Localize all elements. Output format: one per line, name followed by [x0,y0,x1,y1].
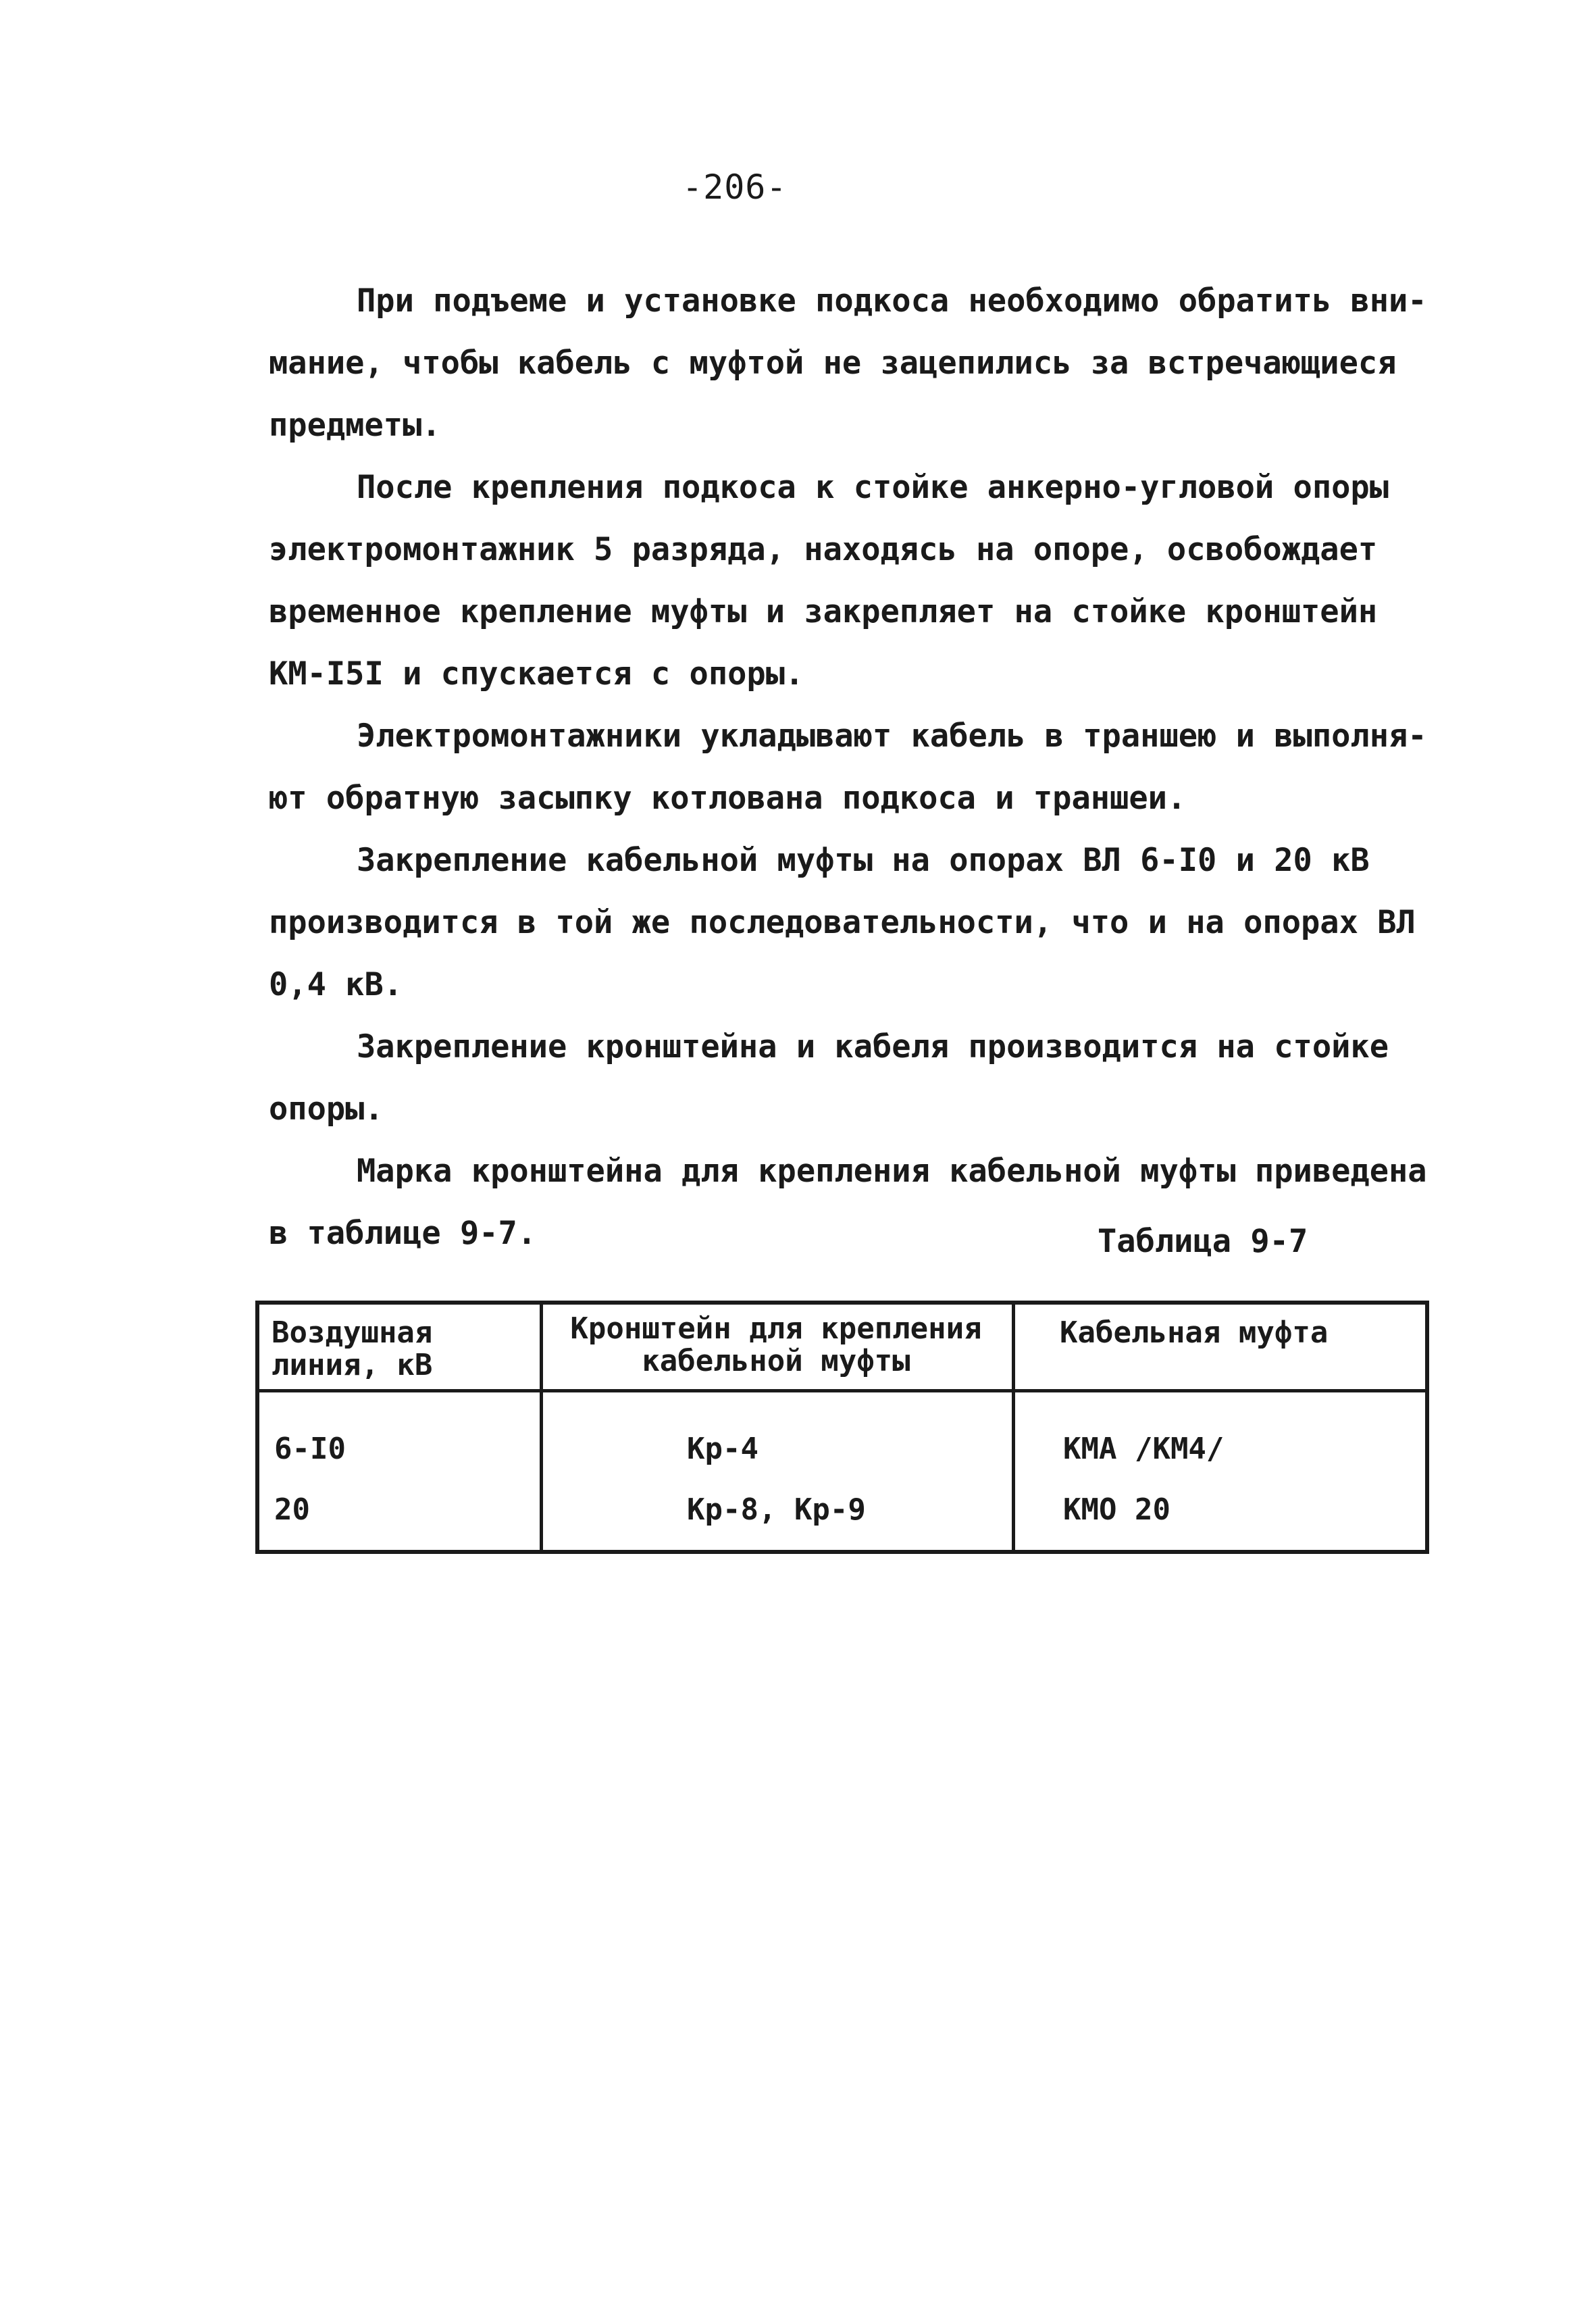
text-line: ют обратную засыпку котлована подкоса и траншеи. [269,780,1187,817]
text-line: При подъеме и установке подкоса необходимо обратить вни- [357,282,1427,320]
cell-coupling: КМО 20 [1063,1492,1170,1527]
body-text [269,270,1427,1265]
header-air-line [272,1317,432,1382]
text-line: После крепления подкоса к стойке анкерно-угловой опоры [357,469,1389,506]
text-line: Закрепление кронштейна и кабеля производится на стойке [357,1028,1389,1065]
header-text: Кабельная муфта [1060,1315,1329,1350]
text-line: опоры. [269,1090,384,1128]
text-line: 0,4 кВ. [269,966,403,1003]
table-divider [259,1389,1425,1392]
text-line: мание, чтобы кабель с муфтой не зацепились за встречающиеся [269,345,1397,382]
table-divider [1012,1305,1015,1550]
text-line: временное крепление муфты и закрепляет на стойке кронштейн [269,593,1378,630]
text-line: электромонтажник 5 разряда, находясь на опоре, освобождает [269,531,1378,568]
cell-bracket: Кр-4 [687,1432,758,1466]
page-number: -206- [682,168,788,207]
text-line: предметы. [269,407,441,444]
header-text: Воздушная [272,1315,433,1350]
header-text: кабельной муфты [642,1344,910,1378]
cell-coupling: КМА /КМ4/ [1063,1432,1225,1466]
text-line: КМ-I5I и спускается с опоры. [269,655,804,693]
table-caption: Таблица 9-7 [1098,1223,1308,1260]
cell-bracket: Кр-8, Кр-9 [687,1492,866,1527]
text-line: в таблице 9-7. [269,1215,537,1252]
cell-line-voltage: 20 [274,1492,310,1527]
header-bracket [546,1313,1006,1378]
header-coupling [1060,1317,1328,1349]
text-line: Марка кронштейна для крепления кабельной муфты приведена [357,1153,1427,1190]
header-text: Кронштейн для крепления [570,1311,982,1346]
table-divider [540,1305,543,1550]
text-line: Закрепление кабельной муфты на опорах ВЛ 6-I0 и 20 кВ [357,842,1370,879]
cell-line-voltage: 6-I0 [274,1432,346,1466]
header-text: линия, кВ [272,1348,433,1382]
text-line: производится в той же последовательности, что и на опорах ВЛ [269,904,1416,941]
data-table [255,1301,1429,1554]
text-line: Электромонтажники укладывают кабель в траншею и выполня- [357,718,1427,755]
